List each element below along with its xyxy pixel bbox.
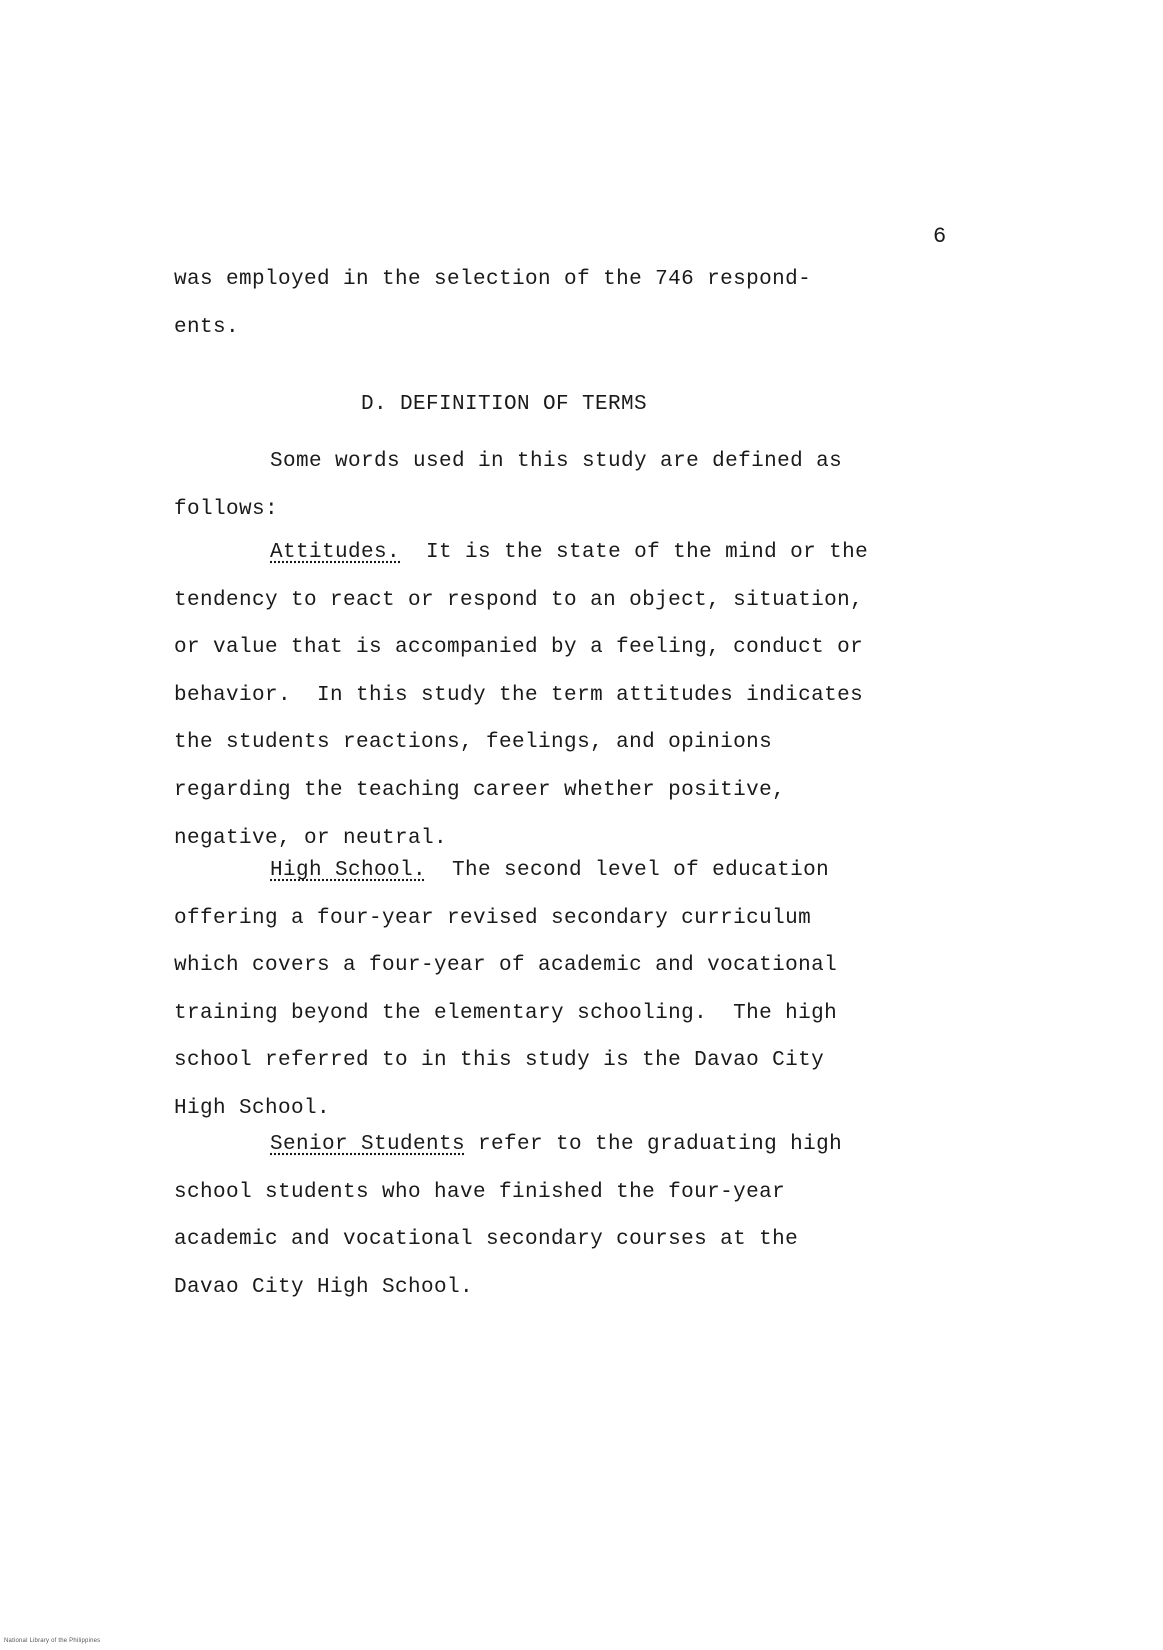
text-line: school students who have finished the four-year [174,1180,786,1204]
text-line: academic and vocational secondary courses at the [174,1228,799,1252]
definition-attitudes [174,529,954,862]
definition-first-line [174,529,954,577]
text-line: school referred to in this study is the Davao City [174,1049,825,1073]
text-line: or value that is accompanied by a feeling, conduct or [174,636,864,660]
text-line: follows: [174,497,279,521]
text-line: which covers a four-year of academic and vocational [174,954,838,978]
text-line: Davao City High School. [174,1275,474,1299]
page-number: 6 [933,224,947,249]
defined-term: Attitudes. [270,541,401,564]
text-line: training beyond the elementary schooling. The high [174,1001,838,1025]
definition-senior-students [174,1121,954,1311]
intro-paragraph [174,256,954,351]
text-line: offering a four-year revised secondary curriculum [174,906,812,930]
section-heading: D. DEFINITION OF TERMS [361,393,648,416]
text-line: tendency to react or respond to an object, situation, [174,588,864,612]
text-line: was employed in the selection of the 746 respond- [174,268,812,291]
scan-footer-note: National Library of the Philippines [4,1638,101,1644]
definition-text: The second level of education [426,859,830,882]
lead-paragraph [174,438,954,533]
defined-term: Senior Students [270,1133,466,1156]
definition-first-line [174,847,954,895]
defined-term: High School. [270,859,427,882]
text-line: High School. [174,1096,331,1120]
text-line: ents. [174,315,240,339]
text-line: behavior. In this study the term attitudes indicates [174,683,864,707]
text-line: the students reactions, feelings, and opinions [174,731,773,755]
text-line: regarding the teaching career whether positive, [174,778,786,802]
text-line: negative, or neutral. [174,826,448,850]
definition-first-line [174,1121,954,1169]
definition-high-school [174,847,954,1133]
text-line: Some words used in this study are defined as [270,450,843,473]
definition-text: refer to the graduating high [465,1133,843,1156]
definition-text: It is the state of the mind or the [400,541,869,564]
